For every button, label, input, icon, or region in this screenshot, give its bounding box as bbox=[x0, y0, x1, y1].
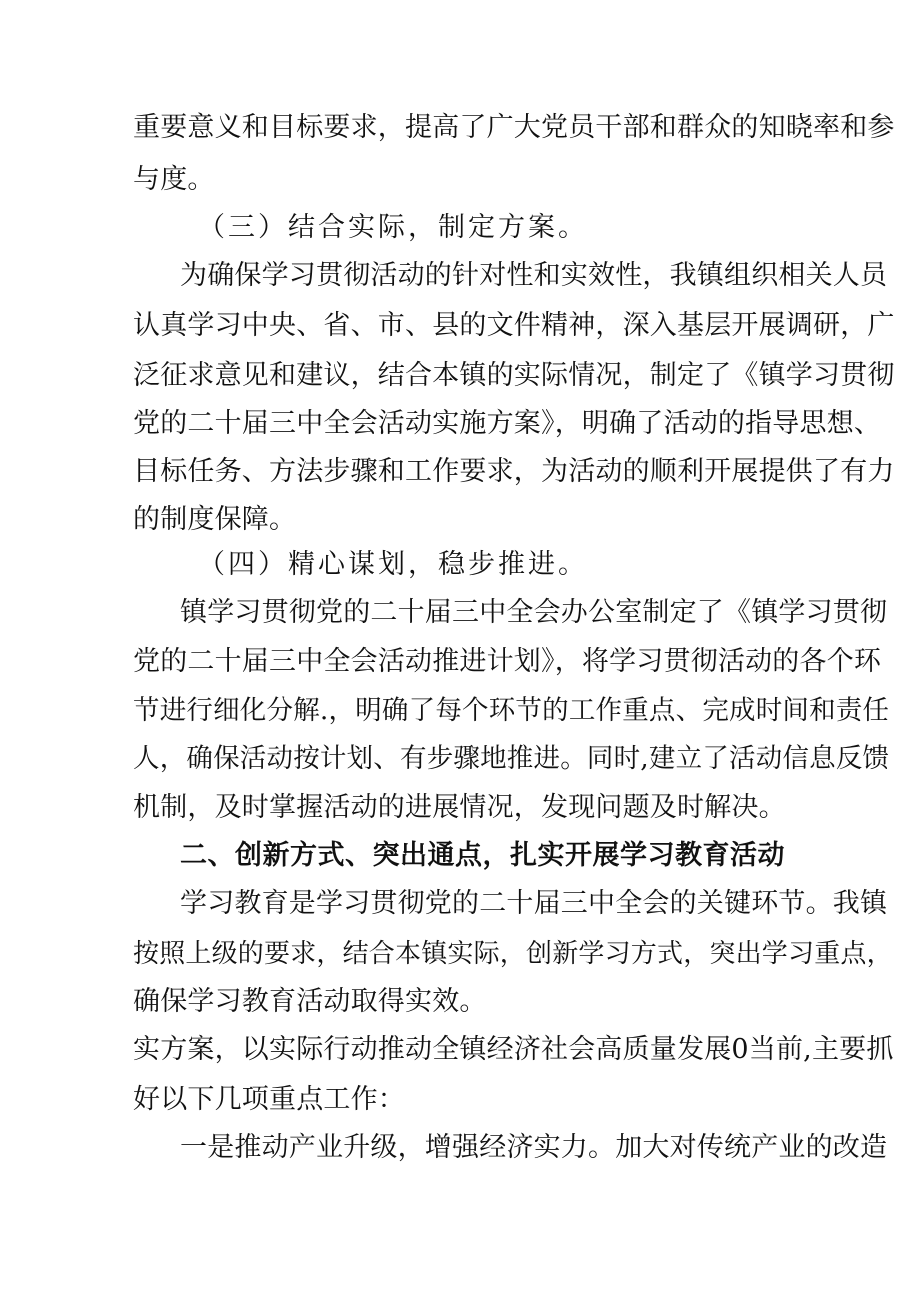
section-heading-3: （三）结合实际，制定方案。 bbox=[198, 212, 588, 243]
body-text-line: 目标任务、方法步骤和工作要求，为活动的顺利开展提供了有力 bbox=[133, 456, 895, 487]
body-text-line: 重要意义和目标要求，提高了广大党员干部和群众的知晓率和参 bbox=[133, 112, 895, 143]
body-text-line: 按照上级的要求，结合本镇实际，创新学习方式，突出学习重点， bbox=[133, 939, 893, 969]
body-text-line: 认真学习中央、省、市、县的文件精神，深入基层开展调研，广 bbox=[133, 310, 895, 341]
body-text-line: 机制，及时掌握活动的进展情况，发现问题及时解决。 bbox=[133, 792, 786, 823]
body-text-line: 党的二十届三中全会活动实施方案》，明确了活动的指导思想、 bbox=[133, 408, 882, 439]
body-text-line: 镇学习贯彻党的二十届三中全会办公室制定了《镇学习贯彻 bbox=[180, 597, 888, 628]
body-text-line: 学习教育是学习贯彻党的二十届三中全会的关键环节。我镇 bbox=[180, 888, 888, 919]
body-text-line: 的制度保障。 bbox=[133, 504, 297, 535]
body-text-line: 实方案，以实际行动推动全镇经济社会高质量发展0当前,主要抓 bbox=[133, 1034, 894, 1065]
body-text-line: 一是推动产业升级，增强经济实力。加大对传统产业的改造 bbox=[180, 1132, 888, 1163]
chapter-heading-2: 二、创新方式、突出通点，扎实开展学习教育活动 bbox=[180, 840, 785, 871]
body-text-line: 与度。 bbox=[133, 164, 215, 195]
body-text-line: 好以下几项重点工作： bbox=[133, 1084, 405, 1115]
body-text-line: 节进行细化分解.，明确了每个环节的工作重点、完成时间和责任 bbox=[133, 695, 890, 726]
body-text-line: 党的二十届三中全会活动推进计划》，将学习贯彻活动的各个环 bbox=[133, 646, 882, 677]
body-text-line: 确保学习教育活动取得实效。 bbox=[133, 986, 487, 1017]
body-text-line: 泛征求意见和建议，结合本镇的实际情况，制定了《镇学习贯彻 bbox=[133, 360, 895, 391]
body-text-line: 为确保学习贯彻活动的针对性和实效性，我镇组织相关人员 bbox=[180, 260, 888, 291]
section-heading-4: （四）精心谋划，稳步推进。 bbox=[198, 549, 588, 580]
body-text-line: 人，确保活动按计划、有步骤地推进。同时,建立了活动信息反馈 bbox=[133, 743, 890, 774]
